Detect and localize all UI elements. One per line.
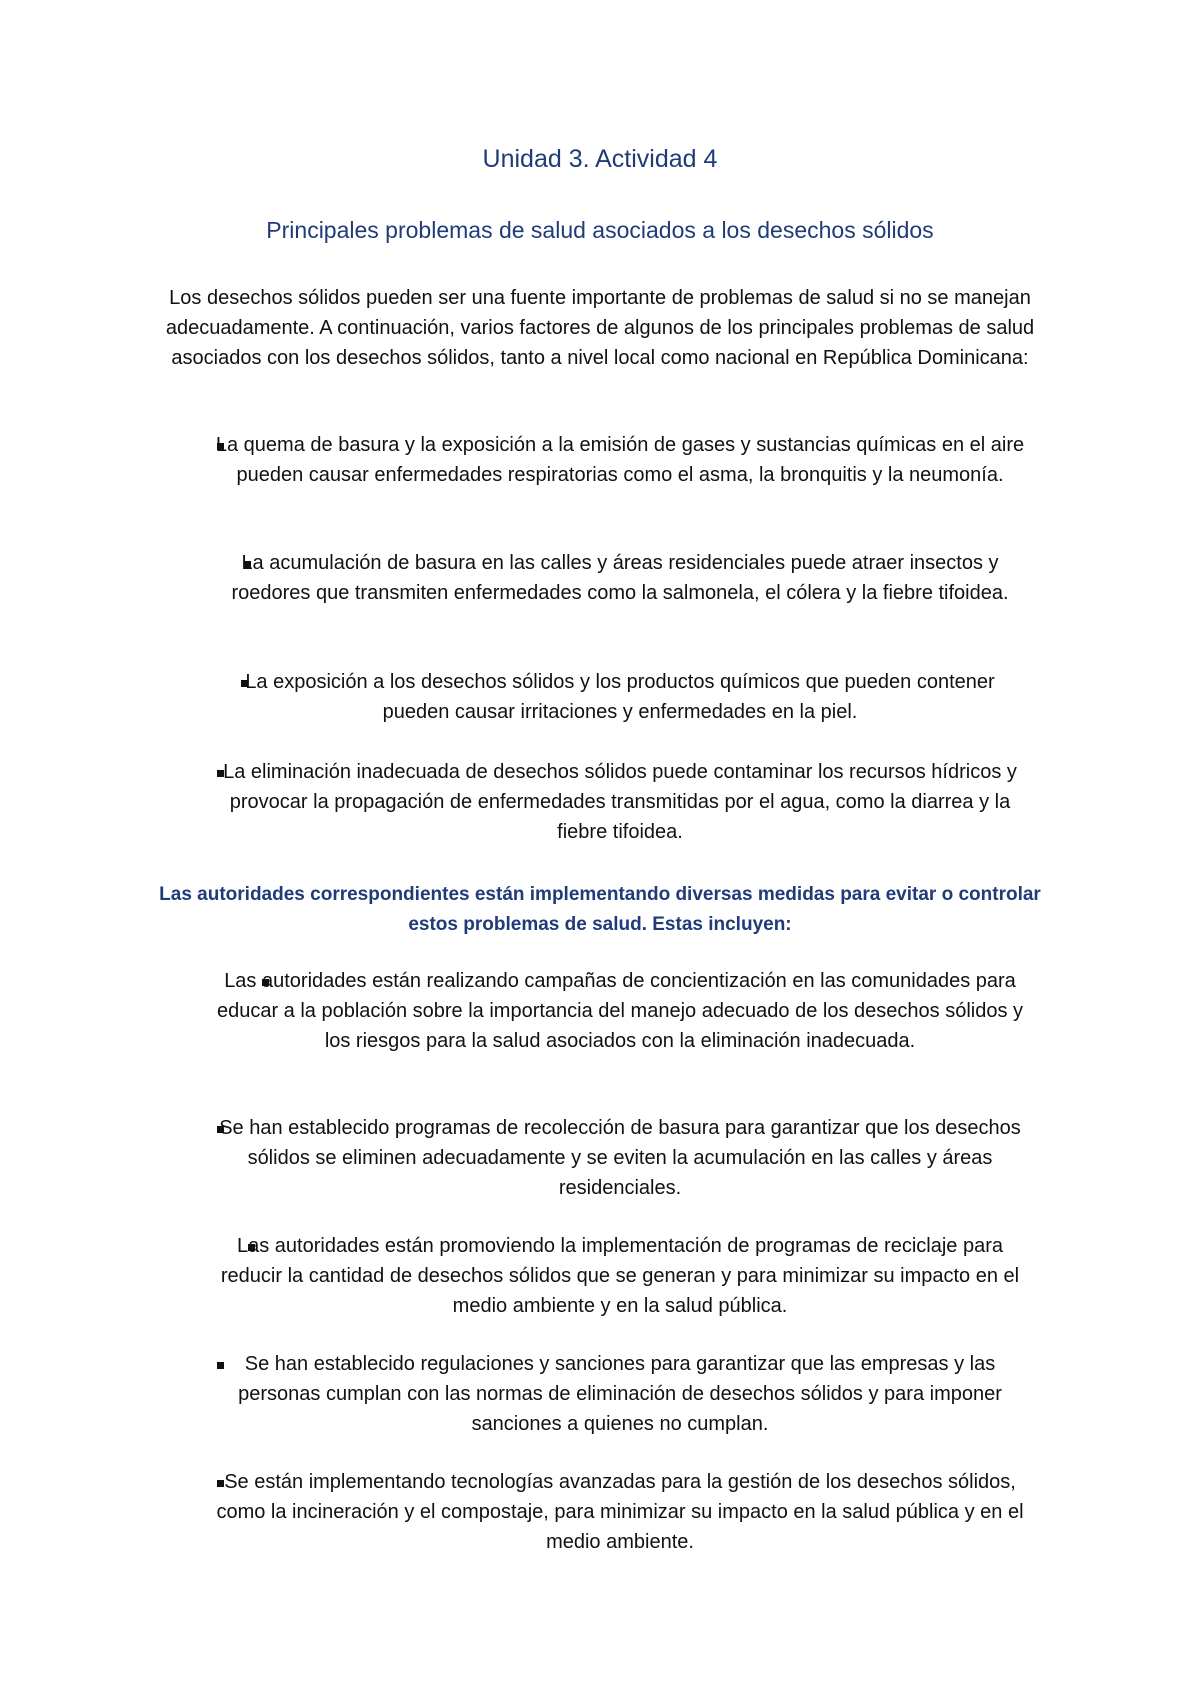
- problem-item: La acumulación de basura en las calles y áreas residenciales puede atraer insectos y roedores que transmiten enfermedades como la salmonela, el cólera y la fiebre tifoidea.: [231, 552, 1009, 604]
- measure-item: Se están implementando tecnologías avanzadas para la gestión de los desechos sólidos, como la incineración y el compostaje, para minimizar su impacto en la salud pública y en el medio ambiente.: [216, 1471, 1024, 1553]
- page-title: Unidad 3. Actividad 4: [482, 145, 718, 173]
- measures-heading: Las autoridades correspondientes están implementando diversas medidas para evitar o controlar estos problemas de salud. Estas incluyen:: [159, 884, 1041, 935]
- problem-item: La exposición a los desechos sólidos y los productos químicos que pueden contener pueden causar irritaciones y enfermedades en la piel.: [245, 671, 995, 723]
- measure-item: Las autoridades están promoviendo la implementación de programas de reciclaje para reducir la cantidad de desechos sólidos que se generan y para minimizar su impacto en el medio ambiente y en la salud pública.: [220, 1235, 1020, 1317]
- problem-item: La quema de basura y la exposición a la emisión de gases y sustancias químicas en el aire pueden causar enfermedades respiratorias como el asma, la bronquitis y la neumonía.: [215, 434, 1025, 486]
- page-subtitle: Principales problemas de salud asociados a los desechos sólidos: [266, 217, 934, 243]
- measure-item: Se han establecido regulaciones y sanciones para garantizar que las empresas y las personas cumplan con las normas de eliminación de desechos sólidos y para imponer sanciones a quienes no cumplan.: [238, 1353, 1002, 1435]
- intro-paragraph: Los desechos sólidos pueden ser una fuente importante de problemas de salud si no se manejan adecuadamente. A continuación, varios factores de algunos de los principales problemas de salud asociados con los desechos sólidos, tanto a nivel local como nacional en República Dominicana:: [165, 287, 1035, 369]
- problem-item: La eliminación inadecuada de desechos sólidos puede contaminar los recursos hídricos y provocar la propagación de enfermedades transmitidas por el agua, como la diarrea y la fiebre tifoidea.: [223, 761, 1017, 843]
- measure-item: Las autoridades están realizando campañas de concientización en las comunidades para educar a la población sobre la importancia del manejo adecuado de los desechos sólidos y los riesgos para la salud asociados con la eliminación inadecuada.: [216, 970, 1024, 1052]
- measure-item: Se han establecido programas de recolección de basura para garantizar que los desechos sólidos se eliminen adecuadamente y se eviten la acumulación en las calles y áreas residenciales.: [219, 1117, 1021, 1199]
